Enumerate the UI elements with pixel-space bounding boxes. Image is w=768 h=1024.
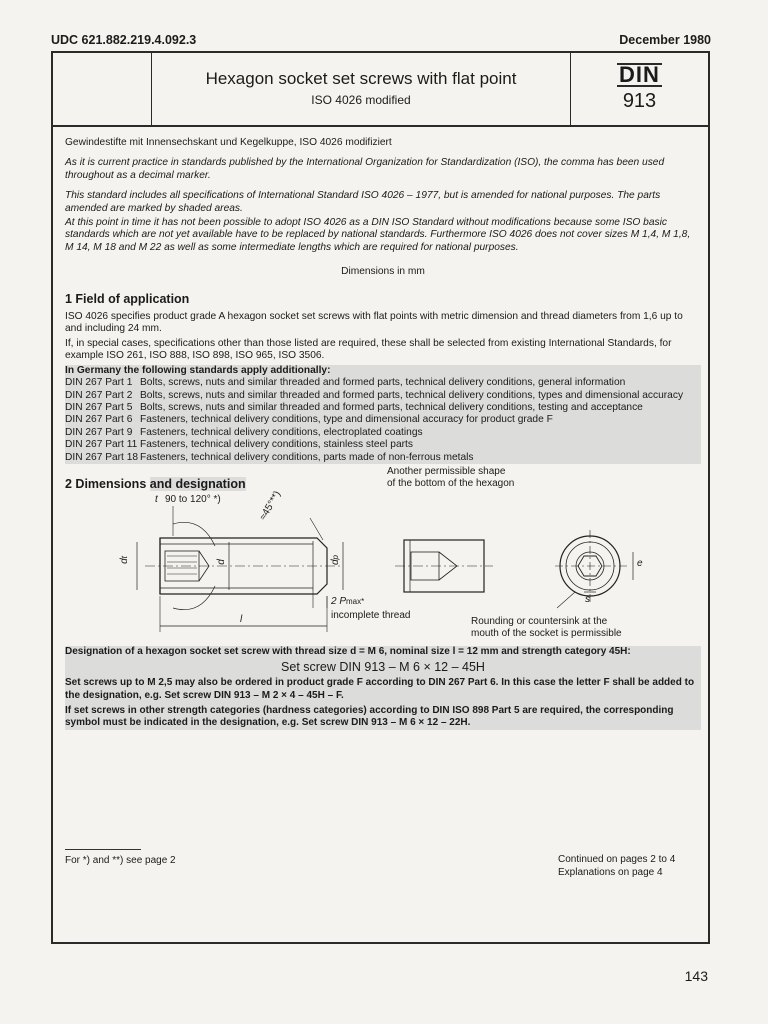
din-number: 913 [622,90,657,112]
standard-row: DIN 267 Part 1 Bolts, screws, nuts and similar threaded and formed parts, technical delivery conditions, general information [65,377,626,389]
document-body [65,137,701,730]
title-block-din [571,53,708,125]
title-block-center [152,53,571,125]
section-2-heading: 2 Dimensions and designation [65,476,246,491]
section-1-p1: ISO 4026 specifies product grade A hexagon socket set screws with flat points with metric dimension and thread diameters from 1,6 up to and including 24 mm. [65,311,683,335]
german-title: Gewindestifte mit Innensechskant und Kegelkuppe, ISO 4026 modifiziert [65,137,392,148]
standard-row: DIN 267 Part 9 Fasteners, technical delivery conditions, electroplated coatings [65,426,423,438]
t-label: t [155,494,158,506]
angle45-label: ≈45°**) [257,489,284,523]
document-title: Hexagon socket set screws with flat point [205,69,517,88]
l-label: l [240,614,243,626]
page-number: 143 [684,968,708,984]
e-label: e [637,558,643,570]
incomplete-thread-label: incomplete thread [331,610,411,622]
standard-row: DIN 267 Part 18 Fasteners, technical delivery conditions, parts made of non-ferrous metals [65,451,474,463]
section-1-p2: If, in special cases, specifications other than those listed are required, these shall be selected from existing International Standards, for example ISO 261, ISO 888, ISO 898, ISO 965, ISO 3506. [65,337,672,362]
another-shape-label: Another permissible shape [387,466,506,478]
title-block [53,53,708,127]
publication-date: December 1980 [619,33,711,47]
footnote: For *) and **) see page 2 [65,855,176,866]
dt-label: dt [118,556,130,565]
standard-row: DIN 267 Part 11 Fasteners, technical delivery conditions, stainless steel parts [65,439,413,451]
d-label: d [215,559,227,566]
document-subtitle: ISO 4026 modified [311,93,411,107]
germany-standards-block [65,365,701,464]
comma-note: As it is current practice in standards published by the International Organization for Standardization (ISO), the comma has been used throughout as a decimal marker. [65,157,665,181]
designation-example: Set screw DIN 913 – M 6 × 12 – 45H [281,659,485,674]
footnote-rule [65,849,141,850]
angle-label: 90 to 120° *) [165,494,221,506]
designation-block [65,646,701,729]
document-frame [51,51,710,944]
pitch-label: 2 Pmax* [331,596,365,608]
strength-text: If set screws in other strength categories (hardness categories) according to DIN ISO 898 Part 5 are required, the corresponding symbol must be indicated in the designation, e.g. Set screw DIN 913 – M 6 × 12 – 22H. [65,704,674,729]
standard-row: DIN 267 Part 2 Bolts, screws, nuts and similar threaded and formed parts, technical delivery conditions, types and dimensional accuracy [65,389,684,401]
germany-heading: In Germany the following standards apply additionally: [65,364,331,376]
another-shape-label-2: of the bottom of the hexagon [387,478,515,490]
top-header [51,33,711,51]
rounding-label: Rounding or countersink at the [471,616,608,628]
section-1-heading: 1 Field of application [65,291,190,306]
dimensions-note: Dimensions in mm [341,266,425,278]
adopt-note: At this point in time it has not been possible to adopt ISO 4026 as a DIN ISO Standard without modifications because some ISO basic standards which are not yet available have to be replaced by national standards. Furthermore ISO 4026 does not cover sizes M 1,4, M 1,8, M 14, M 18 and M 22 as well as some intermediate lengths which are required for national purposes. [65,217,691,253]
standard-row: DIN 267 Part 5 Bolts, screws, nuts and similar threaded and formed parts, technical delivery conditions, testing and acceptance [65,401,643,413]
rounding-label-2: mouth of the socket is permissible [471,628,622,640]
continuation-note: Continued on pages 2 to 4 Explanations on page 4 [558,854,676,878]
s-label: s [585,594,590,606]
dp-label: dp [330,555,342,566]
title-block-blank [53,53,152,125]
designation-text: Designation of a hexagon socket set screw with thread size d = M 6, nominal size l = 12 mm and strength category 45H: [65,646,631,658]
standard-row: DIN 267 Part 6 Fasteners, technical delivery conditions, type and dimensional accuracy for product grade F [65,414,553,426]
udc-code: UDC 621.882.219.4.092.3 [51,33,197,47]
din-logo: DIN [619,62,660,87]
amend-note: This standard includes all specifications of International Standard ISO 4026 – 1977, but is amended for national purposes. The parts amended are marked by shaded areas. [65,190,661,214]
grade-f-text: Set screws up to M 2,5 may also be ordered in product grade F according to DIN 267 Part 6. In this case the letter F shall be added to the designation, e.g. Set screw DIN 913 – M 2 × 4 – 45H – F. [65,677,695,701]
